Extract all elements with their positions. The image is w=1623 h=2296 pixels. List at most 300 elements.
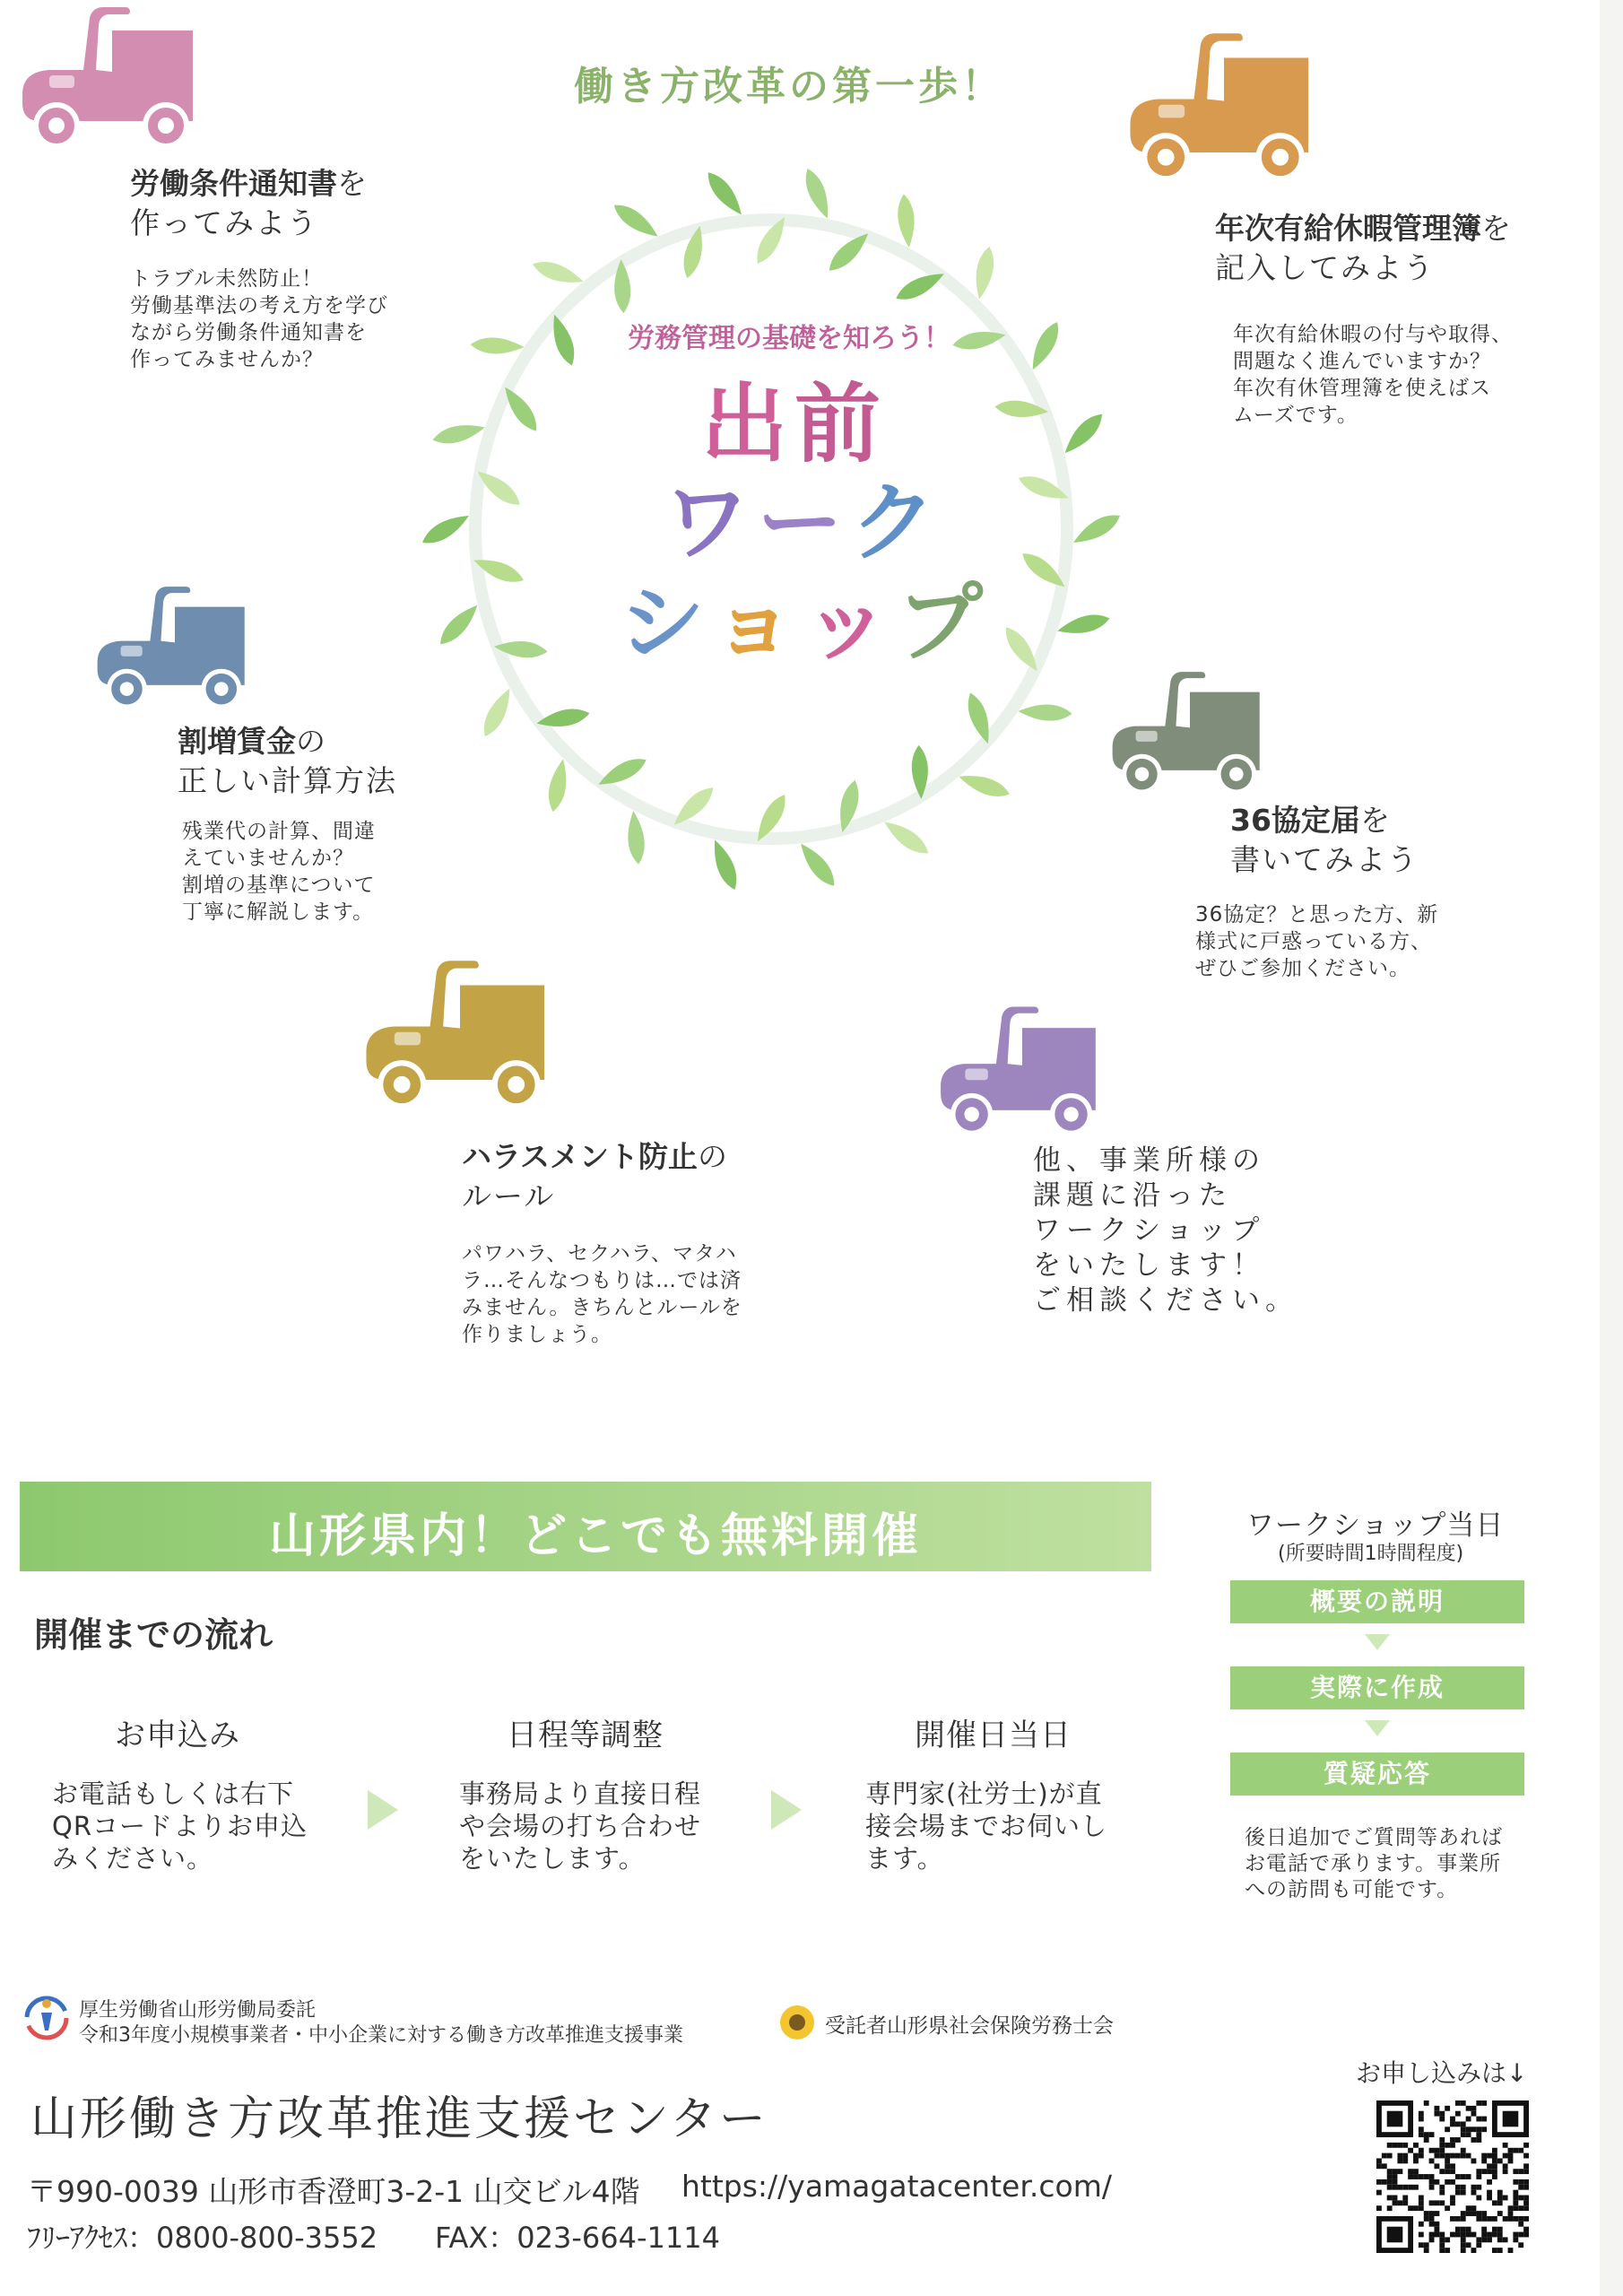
qr-module <box>1408 2174 1413 2179</box>
qr-module <box>1450 2179 1455 2185</box>
qr-module <box>1450 2196 1455 2201</box>
qr-module <box>1434 2211 1439 2216</box>
qr-module <box>1523 2232 1529 2238</box>
workshop-step-box: 質疑応答 <box>1230 1752 1524 1796</box>
qr-module <box>1481 2237 1487 2242</box>
qr-module <box>1461 2185 1466 2190</box>
qr-module <box>1508 2248 1514 2253</box>
qr-module <box>1481 2232 1487 2238</box>
qr-module <box>1419 2153 1424 2159</box>
delivery-scooter-icon <box>933 997 1112 1150</box>
qr-module <box>1476 2237 1481 2242</box>
qr-module <box>1393 2185 1398 2190</box>
leaf-icon <box>956 769 1012 802</box>
qr-code-icon[interactable] <box>1376 2100 1529 2253</box>
qr-module <box>1481 2153 1487 2159</box>
item-title: ハラスメント防止の <box>462 1139 728 1174</box>
leaf-icon <box>419 509 473 550</box>
qr-module <box>1402 2143 1408 2148</box>
qr-module <box>1503 2196 1508 2201</box>
qr-module <box>1434 2227 1439 2232</box>
qr-module <box>1413 2174 1419 2179</box>
qr-module <box>1497 2232 1503 2238</box>
qr-module <box>1461 2174 1466 2179</box>
qr-module <box>1434 2106 1439 2111</box>
qr-module <box>1481 2126 1487 2132</box>
qr-module <box>1439 2143 1445 2148</box>
page-edge <box>1600 0 1623 2296</box>
qr-module <box>1434 2179 1439 2185</box>
qr-module <box>1503 2153 1508 2159</box>
qr-module <box>1471 2248 1477 2253</box>
qr-module <box>1445 2205 1450 2211</box>
qr-module <box>1439 2248 1445 2253</box>
qr-module <box>1387 2143 1393 2148</box>
qr-module <box>1518 2205 1523 2211</box>
qr-module <box>1471 2205 1477 2211</box>
qr-module <box>1492 2153 1497 2159</box>
qr-module <box>1429 2216 1435 2222</box>
qr-module <box>1466 2126 1471 2132</box>
qr-module <box>1466 2174 1471 2179</box>
qr-module <box>1461 2153 1466 2159</box>
qr-module <box>1481 2117 1487 2122</box>
qr-module <box>1508 2205 1514 2211</box>
qr-module <box>1387 2111 1403 2127</box>
qr-module <box>1393 2196 1398 2201</box>
step-title: 開催日当日 <box>915 1718 1072 1753</box>
qr-module <box>1461 2227 1466 2232</box>
qr-module <box>1445 2179 1450 2185</box>
qr-module <box>1450 2216 1455 2222</box>
qr-module <box>1513 2190 1518 2196</box>
address: 〒990-0039 山形市香澄町3-2-1 山交ビル4階 <box>27 2174 640 2209</box>
qr-module <box>1419 2174 1424 2179</box>
qr-module <box>1387 2205 1393 2211</box>
qr-module <box>1424 2137 1429 2143</box>
qr-module <box>1466 2205 1471 2211</box>
qr-module <box>1424 2242 1429 2248</box>
qr-module <box>1471 2111 1477 2117</box>
qr-module <box>1397 2158 1402 2163</box>
leaf-icon <box>896 193 917 248</box>
qr-module <box>1429 2211 1435 2216</box>
item-title: 36協定届を <box>1230 803 1390 838</box>
qr-module <box>1523 2205 1529 2211</box>
qr-module <box>1471 2158 1477 2163</box>
qr-module <box>1429 2200 1435 2205</box>
qr-module <box>1439 2111 1445 2117</box>
qr-module <box>1471 2190 1477 2196</box>
qr-module <box>1476 2137 1481 2143</box>
qr-module <box>1461 2148 1466 2153</box>
qr-module <box>1402 2185 1408 2190</box>
qr-module <box>1445 2126 1450 2132</box>
qr-module <box>1492 2227 1497 2232</box>
qr-module <box>1424 2216 1429 2222</box>
delivery-scooter-icon <box>1121 25 1327 196</box>
qr-module <box>1497 2237 1503 2242</box>
qr-module <box>1513 2237 1518 2242</box>
qr-module <box>1503 2143 1508 2148</box>
qr-module <box>1481 2100 1487 2106</box>
qr-module <box>1466 2211 1471 2216</box>
leaf-icon <box>545 758 571 813</box>
item-title: 労働条件通知書を <box>130 166 367 201</box>
qr-module <box>1503 2216 1508 2222</box>
qr-module <box>1508 2211 1514 2216</box>
qr-module <box>1508 2148 1514 2153</box>
qr-module <box>1445 2237 1450 2242</box>
leaf-icon <box>1059 409 1107 459</box>
qr-module <box>1508 2216 1514 2222</box>
item-description: 36協定？と思った方、新 様式に戸惑っている方、 ぜひご参加ください。 <box>1195 903 1439 980</box>
qr-module <box>1487 2190 1492 2196</box>
item-subtitle: 正しい計算方法 <box>178 763 397 798</box>
qr-module <box>1523 2179 1529 2185</box>
qr-module <box>1508 2153 1514 2159</box>
step-arrow-icon <box>771 1790 802 1830</box>
qr-module <box>1408 2148 1413 2153</box>
leaf-icon <box>702 168 748 220</box>
leaf-icon <box>1055 611 1112 639</box>
qr-module <box>1487 2196 1492 2201</box>
qr-module <box>1523 2200 1529 2205</box>
qr-module <box>1455 2190 1461 2196</box>
step-arrow-icon <box>368 1790 398 1830</box>
qr-module <box>1439 2137 1445 2143</box>
leaf-icon <box>1070 509 1124 550</box>
qr-module <box>1413 2205 1419 2211</box>
qr-module <box>1461 2216 1466 2222</box>
qr-module <box>1492 2232 1497 2238</box>
title-line-2 <box>664 474 943 572</box>
qr-module <box>1439 2237 1445 2242</box>
qr-module <box>1450 2163 1455 2169</box>
qr-module <box>1424 2211 1429 2216</box>
qr-module <box>1382 2179 1387 2185</box>
workshop-day-title: ワークショップ当日 <box>1246 1509 1505 1542</box>
leaf-icon <box>707 837 742 892</box>
qr-module <box>1376 2158 1382 2163</box>
qr-module <box>1487 2163 1492 2169</box>
qr-module <box>1434 2153 1439 2159</box>
qr-module <box>1439 2148 1445 2153</box>
qr-module <box>1413 2143 1419 2148</box>
footer-consignee: 受託者山形県社会保険労務士会 <box>825 2014 1114 2038</box>
qr-module <box>1419 2196 1424 2201</box>
qr-module <box>1481 2216 1487 2222</box>
leaf-icon <box>1026 318 1065 374</box>
title-char: ー <box>757 473 850 573</box>
qr-module <box>1376 2205 1382 2211</box>
title-char: ク <box>850 473 943 573</box>
qr-module <box>1513 2205 1518 2211</box>
banner-text: 山形県内！どこでも無料開催 <box>269 1509 923 1563</box>
title-char: ッ <box>803 573 898 674</box>
qr-module <box>1419 2132 1424 2137</box>
qr-module <box>1397 2143 1402 2148</box>
qr-module <box>1393 2143 1398 2148</box>
qr-module <box>1497 2190 1503 2196</box>
qr-module <box>1492 2216 1497 2222</box>
item-subtitle: ルール <box>462 1178 556 1213</box>
qr-module <box>1513 2200 1518 2205</box>
qr-module <box>1461 2211 1466 2216</box>
qr-module <box>1393 2179 1398 2185</box>
phone-number[interactable]: ﾌﾘｰｱｸｾｽ：0800-800-3552 <box>27 2221 378 2255</box>
qr-module <box>1429 2237 1435 2242</box>
qr-module <box>1434 2200 1439 2205</box>
qr-module <box>1393 2200 1398 2205</box>
qr-module <box>1471 2137 1477 2143</box>
qr-module <box>1450 2117 1455 2122</box>
qr-module <box>1387 2174 1393 2179</box>
qr-module <box>1503 2163 1508 2169</box>
title-line-1 <box>701 375 888 474</box>
item-description: トラブル未然防止！ 労働基準法の考え方を学び ながら労働条件通知書を 作ってみませんか？ <box>130 267 388 371</box>
qr-module <box>1402 2153 1408 2159</box>
qr-module <box>1419 2242 1424 2248</box>
qr-module <box>1397 2153 1402 2159</box>
qr-module <box>1476 2196 1481 2201</box>
qr-module <box>1419 2117 1424 2122</box>
qr-module <box>1497 2211 1503 2216</box>
qr-module <box>1497 2248 1503 2253</box>
qr-module <box>1434 2148 1439 2153</box>
workshop-day-note: (所要時間1時間程度) <box>1278 1543 1464 1565</box>
footer-commission: 厚生労働省山形労働局委託 <box>79 1999 317 2022</box>
qr-module <box>1408 2205 1413 2211</box>
qr-module <box>1402 2200 1408 2205</box>
qr-module <box>1461 2132 1466 2137</box>
qr-module <box>1518 2232 1523 2238</box>
qr-module <box>1476 2174 1481 2179</box>
qr-module <box>1455 2153 1461 2159</box>
qr-module <box>1476 2132 1481 2137</box>
workshop-step-box: 概要の説明 <box>1230 1580 1524 1623</box>
qr-module <box>1445 2106 1450 2111</box>
qr-module <box>1434 2163 1439 2169</box>
qr-module <box>1387 2196 1393 2201</box>
qr-module <box>1450 2137 1455 2143</box>
qr-module <box>1450 2232 1455 2238</box>
workshop-day-followup: 後日追加でご質問等あれば お電話で承ります。事業所 への訪問も可能です。 <box>1245 1826 1503 1901</box>
qr-module <box>1445 2153 1450 2159</box>
qr-module <box>1466 2117 1471 2122</box>
qr-module <box>1455 2121 1461 2126</box>
qr-module <box>1429 2132 1435 2137</box>
apply-label: お申し込みは↓ <box>1356 2058 1528 2088</box>
qr-module <box>1424 2100 1429 2106</box>
qr-module <box>1518 2185 1523 2190</box>
qr-module <box>1393 2174 1398 2179</box>
down-arrow-icon <box>1365 1634 1390 1650</box>
qr-module <box>1461 2242 1466 2248</box>
leaf-icon <box>1018 703 1072 722</box>
qr-module <box>1466 2153 1471 2159</box>
qr-module <box>1387 2179 1393 2185</box>
qr-module <box>1439 2242 1445 2248</box>
qr-module <box>1455 2216 1461 2222</box>
qr-module <box>1413 2185 1419 2190</box>
qr-module <box>1455 2100 1461 2106</box>
qr-module <box>1419 2205 1424 2211</box>
qr-module <box>1487 2179 1492 2185</box>
title-char: プ <box>897 573 991 674</box>
qr-module <box>1487 2169 1492 2174</box>
qr-module <box>1419 2222 1424 2227</box>
qr-module <box>1487 2232 1492 2238</box>
item-subtitle: 記入してみよう <box>1215 250 1435 285</box>
qr-module <box>1429 2179 1435 2185</box>
qr-module <box>1419 2148 1424 2153</box>
item-description: 年次有給休暇の付与や取得、 問題なく進んでいますか？ 年次有休管理簿を使えばス ムーズです。 <box>1233 323 1513 427</box>
qr-module <box>1513 2232 1518 2238</box>
qr-module <box>1466 2106 1471 2111</box>
qr-module <box>1413 2158 1419 2163</box>
qr-module <box>1455 2232 1461 2238</box>
item-subtitle: 書いてみよう <box>1230 842 1419 877</box>
qr-module <box>1382 2163 1387 2169</box>
qr-module <box>1497 2200 1503 2205</box>
qr-module <box>1445 2158 1450 2163</box>
qr-module <box>1497 2158 1503 2163</box>
qr-module <box>1476 2126 1481 2132</box>
qr-module <box>1492 2200 1497 2205</box>
qr-module <box>1393 2169 1398 2174</box>
item-title: 年次有給休暇管理簿を <box>1215 211 1511 246</box>
qr-module <box>1518 2148 1523 2153</box>
qr-module <box>1397 2169 1402 2174</box>
leaf-icon <box>430 420 487 448</box>
qr-module <box>1503 2169 1508 2174</box>
qr-module <box>1387 2227 1403 2243</box>
qr-module <box>1408 2169 1413 2174</box>
qr-module <box>1492 2174 1497 2179</box>
qr-module <box>1402 2158 1408 2163</box>
leaf-icon <box>625 810 647 865</box>
leaf-icon <box>434 600 482 650</box>
delivery-scooter-icon <box>13 0 211 161</box>
qr-module <box>1455 2137 1461 2143</box>
qr-module <box>1434 2222 1439 2227</box>
qr-module <box>1508 2158 1514 2163</box>
step-description: 事務局より直接日程 や会場の打ち合わせ をいたします。 <box>459 1779 702 1874</box>
qr-module <box>1450 2169 1455 2174</box>
qr-module <box>1429 2222 1435 2227</box>
qr-module <box>1481 2158 1487 2163</box>
item-description: パワハラ、セクハラ、マタハ ラ…そんなつもりは…では済 みません。きちんとルールを 作りましょう。 <box>462 1242 742 1346</box>
qr-module <box>1461 2237 1466 2242</box>
qr-module <box>1492 2248 1497 2253</box>
qr-module <box>1492 2163 1497 2169</box>
qr-module <box>1481 2211 1487 2216</box>
workshop-step-box: 実際に作成 <box>1230 1666 1524 1709</box>
qr-module <box>1434 2111 1439 2117</box>
qr-module <box>1450 2121 1455 2126</box>
wreath-subtitle: 労務管理の基礎を知ろう！ <box>628 323 950 354</box>
qr-module <box>1476 2117 1481 2122</box>
website-link[interactable]: https://yamagatacenter.com/ <box>681 2169 1112 2204</box>
delivery-scooter-icon <box>357 952 563 1123</box>
qr-module <box>1466 2132 1471 2137</box>
qr-module <box>1455 2111 1461 2117</box>
qr-module <box>1518 2196 1523 2201</box>
qr-module <box>1461 2100 1466 2106</box>
item-title: 割増賃金の <box>178 724 325 759</box>
fax-number: FAX：023-664-1114 <box>435 2221 720 2255</box>
qr-module <box>1487 2153 1492 2159</box>
qr-module <box>1461 2121 1466 2126</box>
qr-module <box>1419 2200 1424 2205</box>
qr-module <box>1487 2216 1492 2222</box>
qr-module <box>1450 2143 1455 2148</box>
qr-module <box>1387 2169 1393 2174</box>
qr-module <box>1376 2190 1382 2196</box>
qr-module <box>1523 2216 1529 2222</box>
qr-module <box>1503 2237 1508 2242</box>
delivery-scooter-icon <box>90 578 260 722</box>
title-line-3 <box>619 574 990 673</box>
qr-module <box>1439 2185 1445 2190</box>
item-description: 残業代の計算、間違 えていませんか？ 割増の基準について 丁寧に解説します。 <box>182 820 376 924</box>
qr-module <box>1397 2200 1402 2205</box>
ministry-logo-icon <box>23 1993 70 2043</box>
qr-module <box>1445 2163 1450 2169</box>
item-subtitle: 作ってみよう <box>130 205 318 240</box>
qr-module <box>1413 2153 1419 2159</box>
qr-module <box>1471 2185 1477 2190</box>
qr-module <box>1402 2196 1408 2201</box>
qr-module <box>1481 2169 1487 2174</box>
qr-module <box>1445 2248 1450 2253</box>
flow-heading: 開催までの流れ <box>34 1615 273 1655</box>
qr-module <box>1461 2190 1466 2196</box>
qr-module <box>1419 2111 1424 2117</box>
qr-module <box>1523 2227 1529 2232</box>
qr-module <box>1429 2232 1435 2238</box>
qr-module <box>1523 2185 1529 2190</box>
qr-module <box>1387 2185 1393 2190</box>
title-char: ョ <box>710 573 804 674</box>
qr-module <box>1434 2232 1439 2238</box>
qr-module <box>1481 2227 1487 2232</box>
title-char: シ <box>619 573 711 674</box>
qr-module <box>1455 2185 1461 2190</box>
qr-module <box>1513 2169 1518 2174</box>
item-description: 他、事業所様の 課題に沿った ワークショップ をいたします！ ご相談ください。 <box>1033 1144 1298 1317</box>
qr-module <box>1445 2143 1450 2148</box>
qr-module <box>1439 2153 1445 2159</box>
leaf-icon <box>470 336 525 355</box>
qr-module <box>1445 2169 1450 2174</box>
qr-module <box>1450 2200 1455 2205</box>
qr-module <box>1492 2169 1497 2174</box>
qr-module <box>1476 2100 1481 2106</box>
qr-module <box>1518 2179 1523 2185</box>
qr-module <box>1513 2216 1518 2222</box>
qr-module <box>1387 2153 1393 2159</box>
qr-module <box>1523 2163 1529 2169</box>
qr-module <box>1455 2227 1461 2232</box>
leaf-icon <box>478 685 517 741</box>
qr-module <box>1518 2169 1523 2174</box>
qr-module <box>1476 2185 1481 2190</box>
qr-module <box>1523 2143 1529 2148</box>
qr-module <box>1471 2126 1477 2132</box>
leaf-icon <box>530 257 586 290</box>
